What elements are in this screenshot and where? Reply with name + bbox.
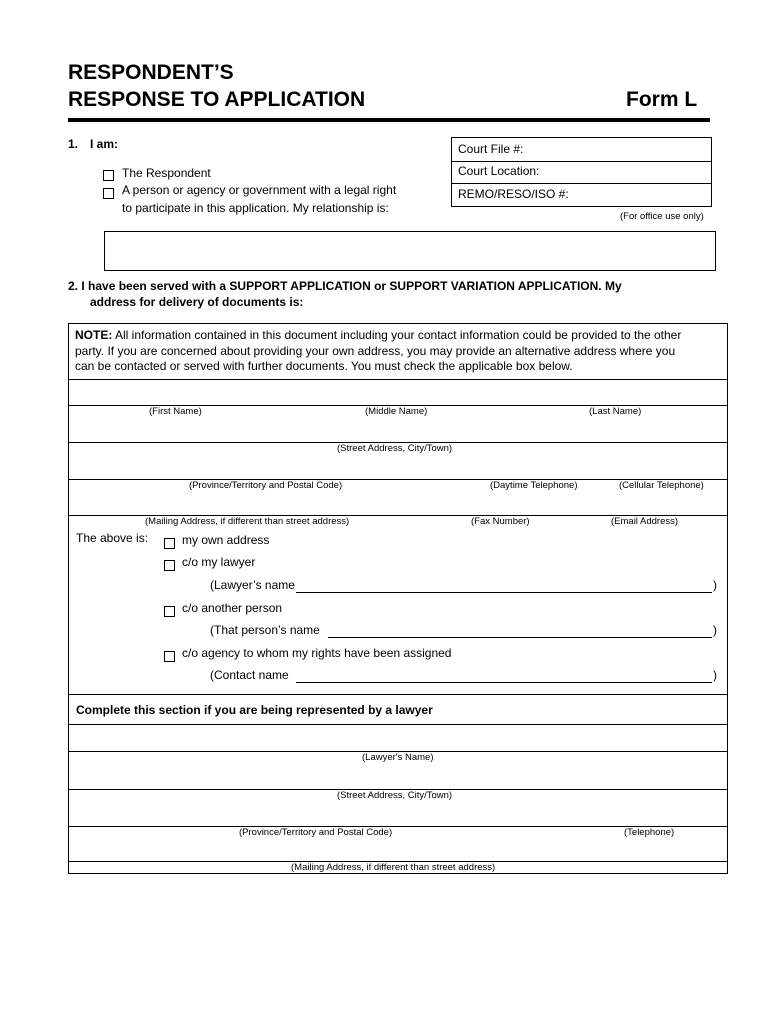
province-label: (Province/Territory and Postal Code) bbox=[189, 480, 343, 491]
office-use-box bbox=[451, 137, 712, 207]
fax-label: (Fax Number) bbox=[471, 516, 530, 527]
daytime-phone-label: (Daytime Telephone) bbox=[490, 480, 578, 491]
lawyer-section-heading: Complete this section if you are being represented by a lawyer bbox=[76, 703, 433, 717]
contact-name-label: (Contact name bbox=[210, 668, 289, 682]
contact-name-close: ) bbox=[713, 668, 717, 682]
lawyer-checkbox[interactable] bbox=[164, 557, 175, 575]
section2-line2: address for delivery of documents is: bbox=[90, 295, 304, 309]
agency-assigned-label: c/o agency to whom my rights have been assigned bbox=[182, 646, 452, 660]
respondent-checkbox[interactable] bbox=[103, 167, 114, 185]
lawyer-label: c/o my lawyer bbox=[182, 555, 256, 569]
form-title-line1: RESPONDENT’S bbox=[68, 61, 234, 84]
first-name-label: (First Name) bbox=[149, 406, 202, 417]
another-person-label: c/o another person bbox=[182, 601, 283, 615]
another-person-checkbox[interactable] bbox=[164, 603, 175, 621]
relationship-input-box[interactable] bbox=[104, 231, 716, 271]
person-name-label: (That person’s name bbox=[210, 623, 320, 637]
lawyer-name-field-label: (Lawyer's Name) bbox=[362, 752, 434, 763]
court-location-field[interactable]: Court Location: bbox=[458, 164, 540, 178]
lawyer-section-box bbox=[68, 694, 728, 874]
remo-field[interactable]: REMO/RESO/ISO #: bbox=[458, 187, 569, 201]
form-title-line2: RESPONSE TO APPLICATION bbox=[68, 88, 366, 111]
email-label: (Email Address) bbox=[611, 516, 679, 527]
respondent-option-label: The Respondent bbox=[122, 166, 211, 180]
section2-line1: 2. I have been served with a SUPPORT APPLICATION or SUPPORT VARIATION APPLICATION. My bbox=[68, 279, 622, 293]
lawyer-telephone-label: (Telephone) bbox=[624, 827, 675, 838]
section1-number: 1. bbox=[68, 137, 79, 151]
agency-assigned-checkbox[interactable] bbox=[164, 648, 175, 666]
own-address-checkbox[interactable] bbox=[164, 535, 175, 553]
person-name-close: ) bbox=[713, 623, 717, 637]
office-use-note: (For office use only) bbox=[620, 211, 704, 222]
header-rule bbox=[68, 118, 710, 122]
lawyer-name-input[interactable] bbox=[296, 579, 712, 593]
agency-option-label-1: A person or agency or government with a legal right bbox=[122, 183, 397, 197]
cell-phone-label: (Cellular Telephone) bbox=[619, 480, 704, 491]
person-name-input[interactable] bbox=[328, 624, 712, 638]
middle-name-label: (Middle Name) bbox=[365, 406, 428, 417]
note-label: NOTE: bbox=[75, 328, 113, 342]
agency-option-label-2: to participate in this application. My relationship is: bbox=[122, 201, 389, 215]
note-text bbox=[75, 328, 723, 375]
section1-heading: I am: bbox=[90, 137, 119, 151]
contact-name-input[interactable] bbox=[296, 669, 712, 683]
lawyer-street-label: (Street Address, City/Town) bbox=[337, 790, 453, 801]
lawyer-mailing-label: (Mailing Address, if different than street address) bbox=[291, 862, 496, 873]
lawyer-name-close: ) bbox=[713, 578, 717, 592]
form-label: Form L bbox=[626, 88, 698, 111]
court-file-field[interactable]: Court File #: bbox=[458, 142, 524, 156]
agency-checkbox[interactable] bbox=[103, 185, 114, 203]
own-address-label: my own address bbox=[182, 533, 270, 547]
lawyer-province-label: (Province/Territory and Postal Code) bbox=[239, 827, 393, 838]
above-is-label: The above is: bbox=[76, 531, 149, 545]
address-box bbox=[68, 323, 728, 695]
note-text-3: can be contacted or served with further documents. You must check the applicable box below. bbox=[75, 359, 573, 373]
street-label: (Street Address, City/Town) bbox=[337, 443, 453, 454]
lawyer-name-label: (Lawyer’s name bbox=[210, 578, 295, 592]
last-name-label: (Last Name) bbox=[589, 406, 642, 417]
mailing-label: (Mailing Address, if different than street address) bbox=[145, 516, 350, 527]
note-text-1: All information contained in this document including your contact information could be provided to the other bbox=[115, 328, 682, 342]
note-text-2: party. If you are concerned about providing your own address, you may provide an alternative address where you bbox=[75, 343, 676, 358]
